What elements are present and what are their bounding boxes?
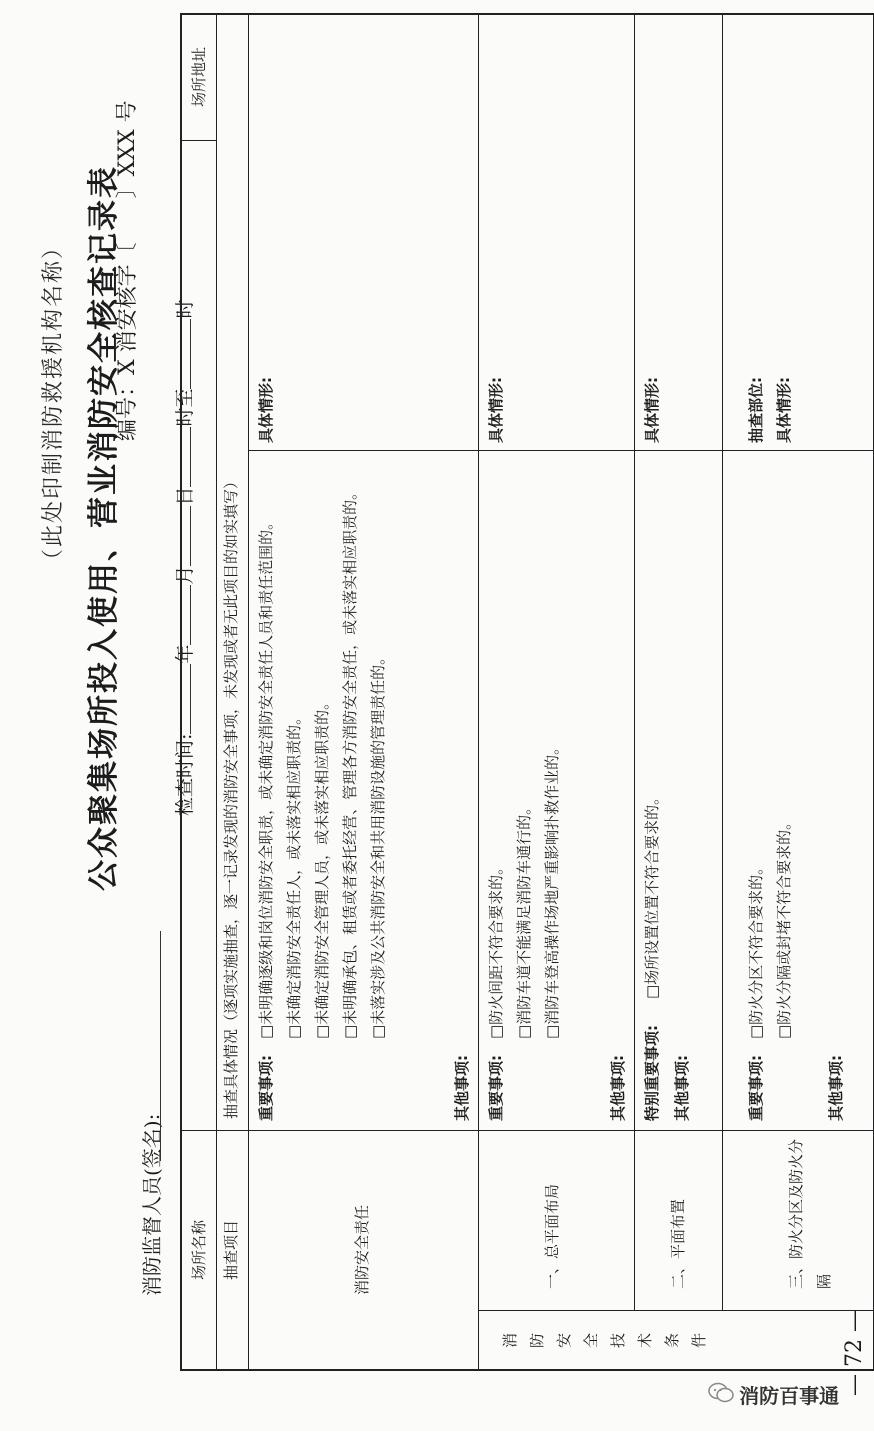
document-number: 编号：X 消安核字〔 〕XXX 号 (115, 100, 140, 441)
option-item[interactable]: □场所设置位置不符合要求的。 (643, 789, 661, 999)
option-item[interactable]: □未落实涉及公共消防安全和共用消防设施的管理责任的。 (369, 649, 387, 1039)
check-detail-header: 抽查具体情况（逐项实施抽查，逐一记录发现的消防安全事项，未发现或者无此项目的如实填写） (222, 473, 240, 1119)
detail-label: 具体情形: (487, 377, 505, 443)
agency-name-note: （此处印制消防救援机构名称） (41, 234, 66, 571)
page-number: — 72 — (842, 1310, 867, 1396)
other-label: 其他事项: (453, 1055, 471, 1121)
option-item[interactable]: □防火分隔或封堵不符合要求的。 (775, 814, 793, 1039)
wechat-icon (708, 1382, 734, 1408)
important-label: 重要事项: (747, 1055, 765, 1121)
option-list (638, 459, 666, 999)
venue-name-label: 场所名称 (190, 1220, 208, 1281)
day-label: 日 (174, 486, 196, 506)
check-time-label: 检查时间: (174, 733, 196, 816)
section-tech-conditions: 消防安全技术条件 (502, 1332, 718, 1350)
watermark (708, 1380, 839, 1409)
other-label: 其他事项: (827, 1055, 845, 1121)
option-list (742, 459, 798, 1039)
month-label: 月 (174, 565, 196, 585)
option-list (482, 459, 566, 1039)
part-label: 抽查部位: (747, 377, 765, 443)
venue-address-label: 场所地址 (190, 47, 208, 108)
important-label: 重要事项: (257, 1055, 275, 1121)
hour-label: 时 (174, 299, 196, 319)
inspector-signature-line[interactable] (160, 931, 161, 1161)
detail-label: 具体情形: (775, 377, 793, 443)
option-item[interactable]: □未确定消防安全责任人，或未落实相应职责的。 (285, 709, 303, 1039)
other-label: 其他事项: (673, 1055, 691, 1121)
option-item[interactable]: □未明确逐级和岗位消防安全职责，或未确定消防安全责任人员和责任范围的。 (257, 514, 275, 1039)
option-item[interactable]: □未确定消防安全管理人员，或未落实相应职责的。 (313, 694, 331, 1039)
important-label: 特别重要事项: (643, 1025, 661, 1121)
detail-label: 具体情形: (257, 377, 275, 443)
other-label: 其他事项: (609, 1055, 627, 1121)
option-item[interactable]: □防火间距不符合要求的。 (487, 859, 505, 1039)
watermark-text: 消防百事通 (739, 1384, 840, 1408)
inspector-signature-label: 消防监督人员(签名): (140, 1113, 164, 1296)
option-item[interactable]: □消防车登高操作场地严重影响扑救作业的。 (543, 739, 561, 1039)
check-record-table (180, 13, 874, 1371)
option-item[interactable]: □未明确承包、租赁或者委托经营、管理各方消防安全责任，或未落实相应职责的。 (341, 484, 359, 1039)
item-fire-safety-responsibility: 消防安全责任 (353, 1205, 371, 1296)
item-site-layout: 一、总平面布局 (543, 1183, 561, 1289)
option-item[interactable]: □防火分区不符合要求的。 (747, 859, 765, 1039)
detail-label: 具体情形: (643, 377, 661, 443)
check-item-label: 抽查项目 (222, 1220, 240, 1281)
option-list (252, 459, 392, 1039)
option-item[interactable]: □消防车道不能满足消防车通行的。 (515, 799, 533, 1039)
hour-to-label: 时至 (174, 388, 196, 427)
item-fire-compartment: 三、防火分区及防火分隔 (787, 1138, 833, 1289)
important-label: 重要事项: (487, 1055, 505, 1121)
page-title: 公众聚集场所投入使用、营业消防安全核查记录表 (86, 165, 122, 891)
item-floor-plan: 二、平面布置 (669, 1198, 687, 1289)
year-label: 年 (174, 644, 196, 664)
